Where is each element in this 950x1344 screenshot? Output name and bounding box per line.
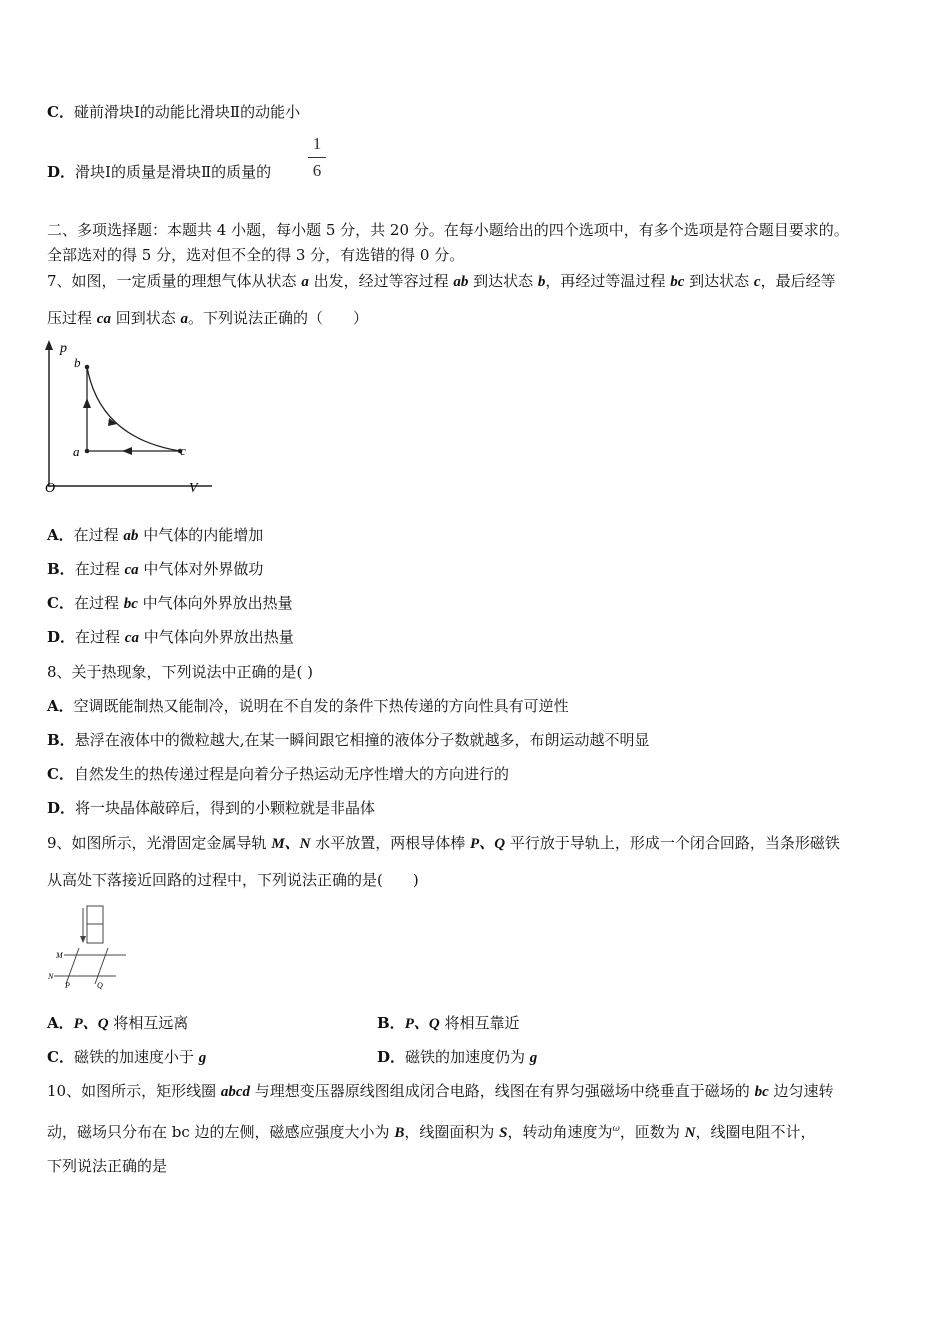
q7-stem-line1: 7、如图，一定质量的理想气体从状态 a 出发，经过等容过程 ab 到达状态 b，再经过等温过程 bc 到达状态 c，最后经等 bbox=[47, 272, 836, 290]
process-ca-arrow-icon bbox=[122, 447, 132, 455]
fraction-bar bbox=[308, 157, 326, 158]
state-b-point bbox=[85, 365, 90, 370]
process-ab-arrow-icon bbox=[83, 398, 91, 408]
rod-p bbox=[66, 948, 79, 984]
q8-option-b: B．悬浮在液体中的微粒越大,在某一瞬间跟它相撞的液体分子数就越多，布朗运动越不明显 bbox=[47, 731, 650, 749]
rod-q bbox=[95, 948, 108, 984]
origin-label: O bbox=[45, 481, 56, 496]
q10-stem-line2: 动，磁场只分布在 bc 边的左侧，磁感应强度大小为 B，线圈面积为 S，转动角速度为$^\omega$，匝数为 N，线圈电阻不计， bbox=[47, 1123, 816, 1141]
q7-stem-line2: 压过程 ca 回到状态 a。下列说法正确的（ ） bbox=[47, 309, 369, 327]
q7-option-d: D．在过程 ca 中气体向外界放出热量 bbox=[47, 628, 294, 646]
p-axis-arrow-icon bbox=[45, 340, 53, 350]
q9-magnet-rails-figure bbox=[46, 902, 136, 994]
q6-option-c: C．碰前滑块Ⅰ的动能比滑块Ⅱ的动能小 bbox=[47, 103, 301, 121]
q9-option-d: D．磁铁的加速度仍为 g bbox=[377, 1048, 538, 1066]
state-a-label: a bbox=[73, 444, 80, 459]
process-bc-curve bbox=[87, 367, 180, 451]
v-axis-label: V bbox=[189, 481, 198, 496]
q10-stem-line1: 10、如图所示，矩形线圈 abcd 与理想变压器原线图组成闭合电路，线图在有界匀强磁场中绕垂直于磁场的 bc 边匀速转 bbox=[47, 1082, 834, 1100]
rail-m-label: M bbox=[56, 951, 63, 960]
q10-stem-line3: 下列说法正确的是 bbox=[47, 1157, 168, 1175]
q7-pv-diagram bbox=[40, 338, 220, 498]
rail-n-label: N bbox=[48, 972, 54, 981]
q9-option-b: B．P、Q 将相互靠近 bbox=[377, 1014, 520, 1032]
section2-instructions-line2: 全部选对的得 5 分，选对但不全的得 3 分，有选错的得 0 分。 bbox=[47, 246, 465, 264]
fall-arrow-icon bbox=[80, 936, 86, 943]
q7-option-a: A．在过程 ab 中气体的内能增加 bbox=[47, 526, 264, 544]
q7-option-c: C．在过程 bc 中气体向外界放出热量 bbox=[47, 594, 293, 612]
q6-option-d: D．滑块Ⅰ的质量是滑块Ⅱ的质量的 bbox=[47, 163, 272, 181]
rod-p-label: P bbox=[65, 981, 70, 990]
q8-option-d: D．将一块晶体敲碎后，得到的小颗粒就是非晶体 bbox=[47, 799, 376, 817]
section2-instructions-line1: 二、多项选择题：本题共 4 小题，每小题 5 分，共 20 分。在每小题给出的四个选项中，有多个选项是符合题目要求的。 bbox=[47, 221, 849, 239]
state-a-point bbox=[85, 449, 90, 454]
omega-symbol: ω bbox=[612, 1124, 620, 1134]
p-axis-label: p bbox=[60, 341, 67, 356]
rod-q-label: Q bbox=[97, 981, 103, 990]
q8-option-c: C．自然发生的热传递过程是向着分子热运动无序性增大的方向进行的 bbox=[47, 765, 509, 783]
q8-option-a: A．空调既能制热又能制冷，说明在不自发的条件下热传递的方向性具有可逆性 bbox=[47, 697, 569, 715]
fraction-one-sixth bbox=[306, 134, 328, 181]
q7-option-b: B．在过程 ca 中气体对外界做功 bbox=[47, 560, 264, 578]
q8-stem: 8、关于热现象，下列说法中正确的是( ) bbox=[47, 663, 314, 681]
q9-option-a: A．P、Q 将相互远离 bbox=[47, 1014, 189, 1032]
state-b-label: b bbox=[74, 355, 81, 370]
fraction-numerator: 1 bbox=[312, 134, 322, 153]
q9-stem-line1: 9、如图所示，光滑固定金属导轨 M、N 水平放置，两根导体棒 P、Q 平行放于导轨上，形成一个闭合回路，当条形磁铁 bbox=[47, 834, 840, 852]
state-c-label: c bbox=[180, 443, 186, 458]
fraction-denominator: 6 bbox=[312, 161, 322, 180]
q9-stem-line2: 从高处下落接近回路的过程中，下列说法正确的是( ) bbox=[47, 871, 419, 889]
q9-option-c: C．磁铁的加速度小于 g bbox=[47, 1048, 207, 1066]
